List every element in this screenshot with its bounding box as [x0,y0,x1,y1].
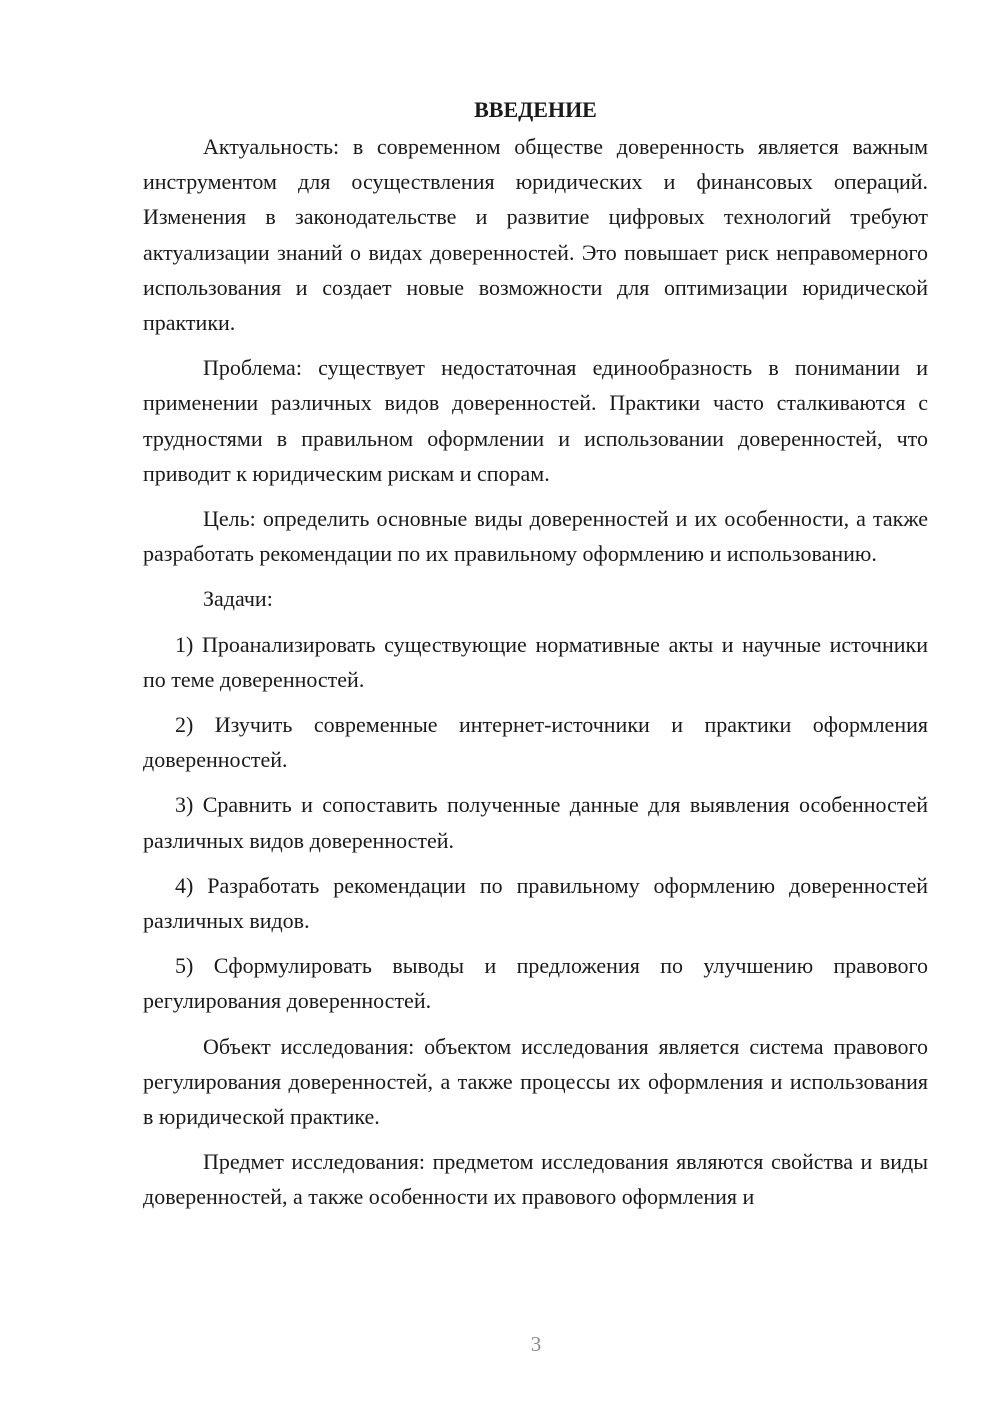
task-item: 1) Проанализировать существующие нормативные акты и научные источники по теме доверенностей. [143,631,928,692]
task-item: 3) Сравнить и сопоставить полученные данные для выявления особенностей различных видов доверенностей. [143,792,928,853]
task-item: 2) Изучить современные интернет-источники и практики оформления доверенностей. [143,712,928,773]
tasks-label: Задачи: [203,586,273,612]
subject-paragraph: Предмет исследования: предметом исследования являются свойства и виды доверенностей, а также особенности их правового оформления и [143,1149,928,1210]
section-title: ВВЕДЕНИЕ [474,97,597,122]
problem-paragraph: Проблема: существует недостаточная единообразность в понимании и применении различных видов доверенностей. Практики часто сталкиваются с трудностями в правильном оформлении и использовании доверенностей, что приводит к юридическим рискам и спорам. [143,355,928,486]
object-paragraph: Объект исследования: объектом исследования является система правового регулирования доверенностей, а также процессы их оформления и использования в юридической практике. [143,1033,928,1130]
page-content [143,92,928,1225]
page-number: 3 [530,1332,542,1356]
relevance-paragraph: Актуальность: в современном обществе доверенность является важным инструментом для осуществления юридических и финансовых операций. Изменения в законодательстве и развитие цифровых технологий требуют актуализации знаний о видах доверенностей. Это повышает риск неправомерного использования и создает новые возможности для оптимизации юридической практики. [143,134,928,336]
task-item: 4) Разработать рекомендации по правильному оформлению доверенностей различных видов. [143,872,928,934]
goal-paragraph: Цель: определить основные виды доверенностей и их особенности, а также разработать рекомендации по их правильному оформлению и использованию. [143,506,928,567]
task-item: 5) Сформулировать выводы и предложения по улучшению правового регулирования доверенностей. [143,953,928,1014]
